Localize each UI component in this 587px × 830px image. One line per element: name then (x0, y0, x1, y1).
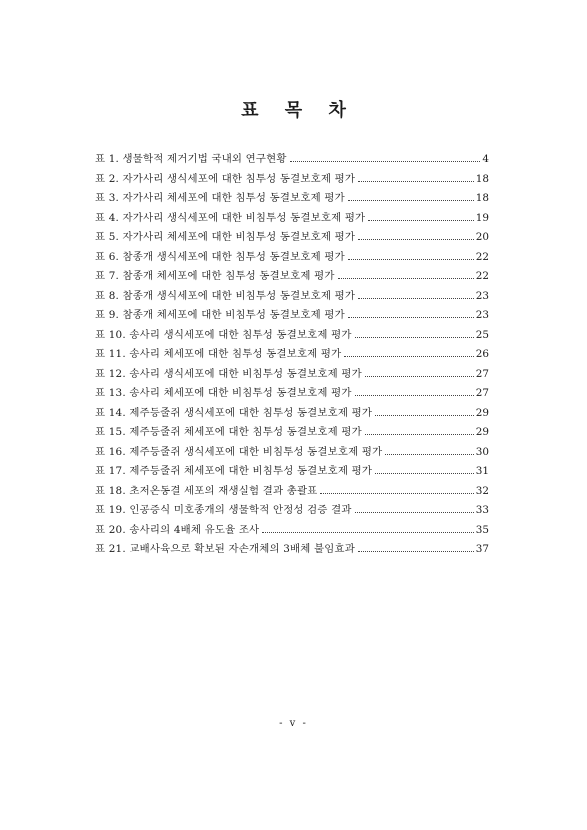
toc-entry-page-number: 29 (475, 406, 489, 419)
toc-entry-label: 표 9. 참종개 체세포에 대한 비침투성 동결보호제 평가 (95, 309, 345, 321)
toc-entry-page-number: 26 (475, 348, 489, 360)
toc-entry-label: 표 2. 자가사리 생식세포에 대한 침투성 동결보호제 평가 (95, 172, 356, 185)
toc-entry-page-number: 22 (475, 250, 489, 263)
toc-entry-page-number: 35 (475, 523, 489, 536)
toc-entry-page-number: 4 (482, 153, 489, 165)
toc-entry-page-number: 23 (475, 289, 489, 302)
toc-entry (95, 365, 489, 385)
toc-entry (95, 150, 489, 170)
toc-leader-dots (358, 181, 474, 182)
toc-entry-page-number: 27 (475, 367, 489, 380)
toc-entry (95, 248, 489, 268)
toc-entry-page-number: 20 (475, 231, 489, 243)
toc-entry-label: 표 5. 자가사리 체세포에 대한 비침투성 동결보호제 평가 (95, 231, 356, 243)
toc-leader-dots (358, 239, 474, 240)
toc-leader-dots (290, 161, 481, 162)
toc-leader-dots (385, 454, 473, 455)
toc-entry-page-number: 29 (475, 426, 489, 438)
toc-entry (95, 423, 489, 443)
toc-entry (95, 482, 489, 502)
toc-entry-page-number: 18 (475, 192, 489, 204)
toc-entry (95, 306, 489, 326)
toc-entry-page-number: 33 (475, 504, 489, 516)
toc-entry-page-number: 30 (475, 445, 489, 458)
toc-entry-label: 표 10. 송사리 생식세포에 대한 침투성 동결보호제 평가 (95, 328, 352, 341)
toc-entry (95, 345, 489, 365)
toc-entry-page-number: 27 (475, 387, 489, 399)
toc-entry-label: 표 16. 제주등줄쥐 생식세포에 대한 비침투성 동결보호제 평가 (95, 445, 383, 458)
toc-entry (95, 384, 489, 404)
toc-entry-label: 표 8. 참종개 생식세포에 대한 비침투성 동결보호제 평가 (95, 289, 356, 302)
toc-entry-label: 표 12. 송사리 생식세포에 대한 비침투성 동결보호제 평가 (95, 367, 362, 380)
toc-entry (95, 326, 489, 346)
toc-entry (95, 501, 489, 521)
toc-leader-dots (358, 551, 474, 552)
toc-leader-dots (262, 532, 473, 533)
toc-leader-dots (320, 493, 473, 494)
toc-entry (95, 462, 489, 482)
toc-entry (95, 287, 489, 307)
toc-entry (95, 540, 489, 560)
toc-entry-label: 표 15. 제주등줄쥐 체세포에 대한 침투성 동결보호제 평가 (95, 426, 362, 438)
table-of-contents (95, 150, 489, 560)
toc-entry (95, 209, 489, 229)
toc-entry (95, 404, 489, 424)
toc-entry-label: 표 1. 생물학적 제거기법 국내외 연구현황 (95, 153, 287, 165)
toc-leader-dots (375, 473, 474, 474)
toc-entry-label: 표 14. 제주등줄쥐 생식세포에 대한 침투성 동결보호제 평가 (95, 406, 373, 419)
toc-entry-page-number: 23 (475, 309, 489, 321)
toc-leader-dots (355, 512, 474, 513)
toc-leader-dots (348, 259, 474, 260)
toc-leader-dots (375, 415, 474, 416)
toc-entry-label: 표 7. 참종개 체세포에 대한 침투성 동결보호제 평가 (95, 270, 335, 282)
toc-entry-label: 표 3. 자가사리 체세포에 대한 침투성 동결보호제 평가 (95, 192, 345, 204)
toc-leader-dots (348, 200, 474, 201)
toc-entry-label: 표 4. 자가사리 생식세포에 대한 비침투성 동결보호제 평가 (95, 211, 366, 224)
toc-entry (95, 267, 489, 287)
toc-leader-dots (368, 220, 473, 221)
toc-leader-dots (365, 434, 474, 435)
toc-entry-page-number: 22 (475, 270, 489, 282)
toc-entry-label: 표 19. 인공증식 미호종개의 생물학적 안정성 검증 결과 (95, 504, 352, 516)
toc-entry-page-number: 31 (475, 465, 489, 477)
page-title: 표 목 차 (241, 100, 356, 121)
toc-entry (95, 521, 489, 541)
toc-entry-label: 표 6. 참종개 생식세포에 대한 침투성 동결보호제 평가 (95, 250, 345, 263)
toc-entry-label: 표 17. 제주등줄쥐 체세포에 대한 비침투성 동결보호제 평가 (95, 465, 373, 477)
toc-entry-label: 표 18. 초저온동결 세포의 재생실험 결과 총괄표 (95, 484, 318, 497)
toc-entry (95, 443, 489, 463)
toc-entry-label: 표 21. 교배사육으로 확보된 자손개체의 3배체 불임효과 (95, 543, 355, 555)
toc-entry-label: 표 11. 송사리 체세포에 대한 침투성 동결보호제 평가 (95, 348, 342, 360)
toc-entry-page-number: 37 (475, 543, 489, 555)
toc-leader-dots (348, 317, 474, 318)
toc-entry-page-number: 18 (475, 172, 489, 185)
toc-leader-dots (358, 298, 474, 299)
toc-leader-dots (365, 376, 474, 377)
toc-entry (95, 170, 489, 190)
toc-leader-dots (344, 356, 473, 357)
toc-entry-label: 표 13. 송사리 체세포에 대한 비침투성 동결보호제 평가 (95, 387, 352, 399)
toc-entry-label: 표 20. 송사리의 4배체 유도율 조사 (95, 523, 260, 536)
page-number: - v - (279, 718, 308, 729)
toc-entry (95, 228, 489, 248)
toc-entry (95, 189, 489, 209)
toc-leader-dots (338, 278, 474, 279)
toc-leader-dots (355, 337, 474, 338)
toc-entry-page-number: 32 (475, 484, 489, 497)
toc-leader-dots (355, 395, 474, 396)
toc-entry-page-number: 19 (475, 211, 489, 224)
toc-entry-page-number: 25 (475, 328, 489, 341)
